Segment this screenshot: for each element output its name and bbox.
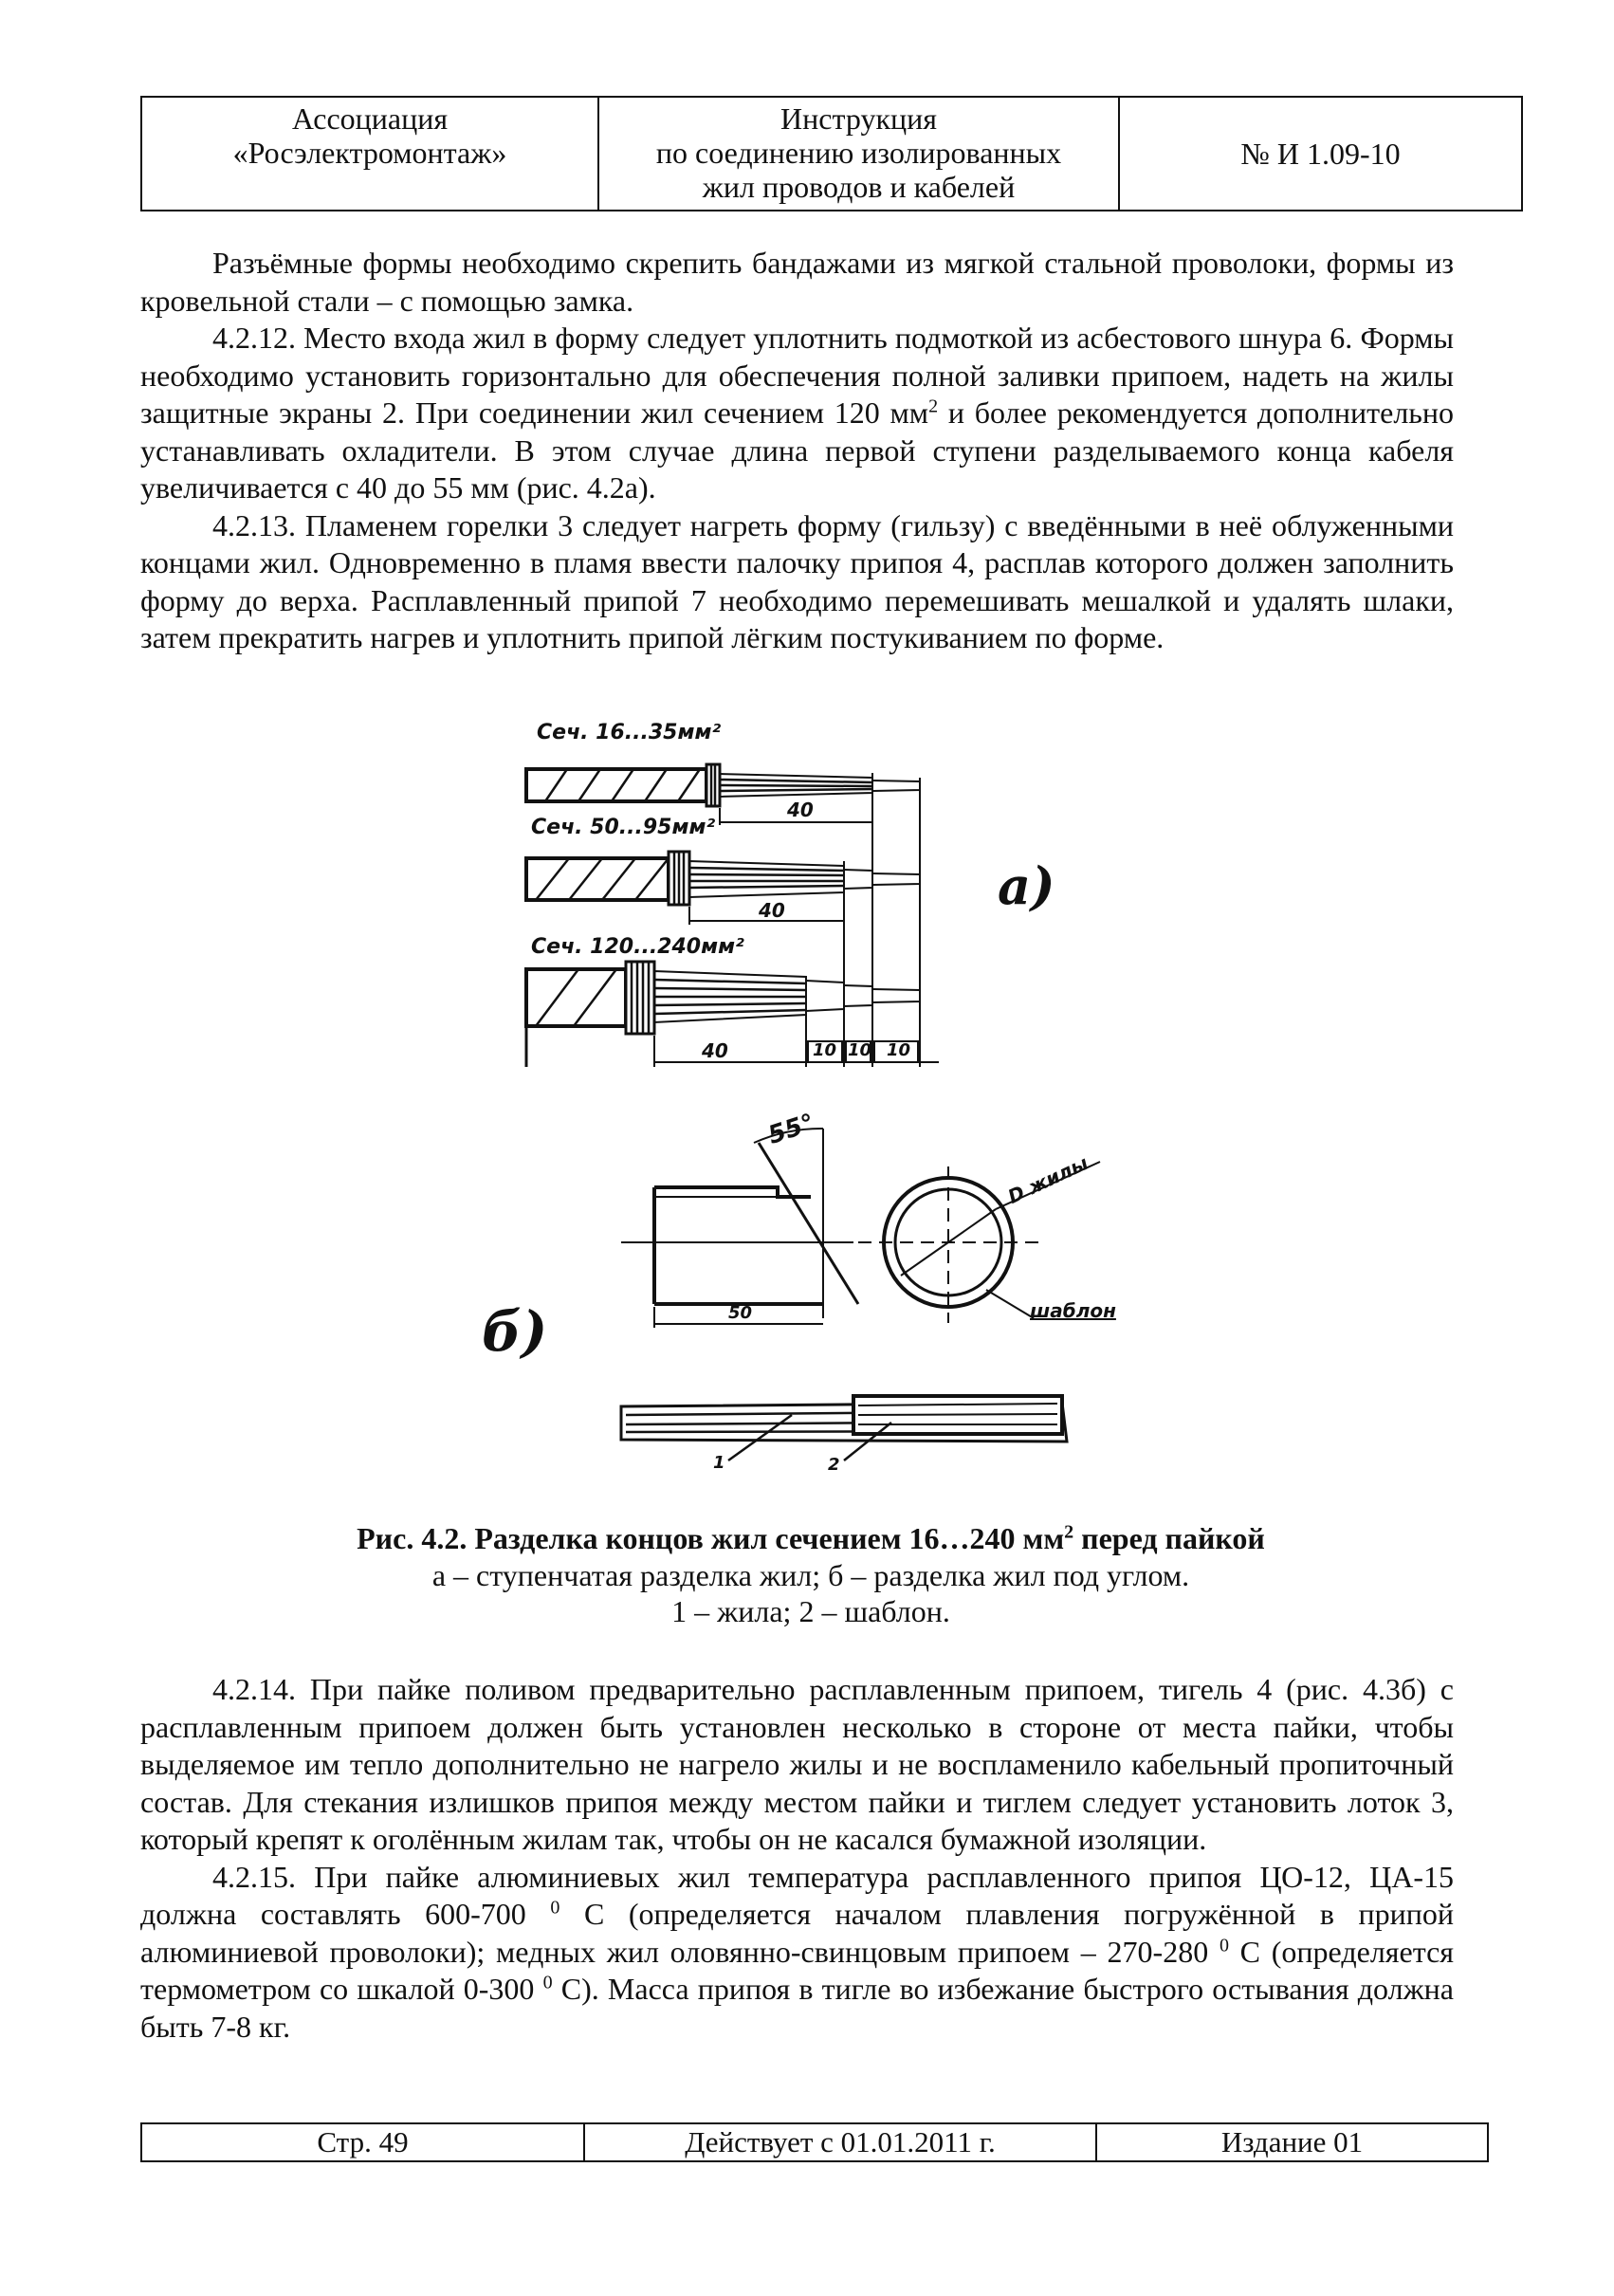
callout-2-template: 2 (828, 1455, 840, 1475)
label-section-120-240: Сеч. 120...240мм² (531, 935, 744, 959)
cable-120-240-drawing (526, 962, 920, 1034)
cable-16-35-drawing (526, 764, 920, 806)
document-footer (140, 2122, 1489, 2162)
label-section-50-95: Сеч. 50...95мм² (531, 816, 716, 839)
diameter-label: D жилы (1004, 1151, 1092, 1208)
conductor-with-template-drawing (621, 1396, 1067, 1460)
template-tube-drawing (621, 1129, 858, 1328)
dimension-40-cable-3: 40 (702, 1039, 728, 1062)
dimension-10-step-3: 10 (887, 1040, 911, 1060)
header-title-line-2: по соединению изолированных (655, 136, 1062, 170)
length-50-label: 50 (728, 1303, 753, 1323)
footer-edition: Издание 01 (1096, 2123, 1488, 2161)
header-document-number: № И 1.09-10 (1119, 97, 1522, 211)
header-title-line-1: Инструкция (780, 101, 937, 136)
paragraph-4-2-13: 4.2.13. Пламенем горелки 3 следует нагреть форму (гильзу) с введёнными в неё облуженными концами жил. Одновременно в пламя ввести палочку припоя 4, расплав которого должен заполнить форму до верха. Расплавленный припой 7 необходимо перемешивать мешалкой и удалять шлаки, затем прекратить нагрев и уплотнить припой лёгким постукиванием по форме. (140, 507, 1454, 654)
template-label: шаблон (1030, 1299, 1116, 1322)
body-text-bottom (140, 1671, 1454, 2046)
angle-55-label: 55° (764, 1109, 818, 1150)
footer-page: Стр. 49 (141, 2123, 584, 2161)
figure-caption-title: Рис. 4.2. Разделка концов жил сечением 16…240 $мм^2$ перед пайкой (357, 1521, 1265, 1555)
header-title-line-3: жил проводов и кабелей (702, 170, 1016, 204)
paragraph-4-2-15: 4.2.15. При пайке алюминиевых жил температура расплавленного припоя ЦО-12, ЦА-15 должна составлять 600-700 $^0$ С (определяется началом плавления погружённой в припой алюминиевой проволоки); медных жил оловянно-свинцовым припоем – 270-280 $^0$ С (определяется термометром со шкалой 0-300 $^0$ С). Масса припоя в тигле во избежание быстрого остывания должна быть 7-8 кг. (140, 1859, 1455, 2044)
header-organization: Ассоциация «Росэлектромонтаж» (141, 97, 598, 211)
callout-1-conductor: 1 (713, 1453, 725, 1473)
dimension-10-step-1: 10 (813, 1040, 837, 1060)
footer-valid-from: Действует с 01.01.2011 г. (584, 2123, 1096, 2161)
dimension-40-cable-2: 40 (759, 899, 785, 922)
paragraph-forms: Разъёмные формы необходимо скрепить бандажами из мягкой стальной проволоки, формы из кровельной стали – с помощью замка. (140, 246, 1454, 318)
dimension-10-step-2: 10 (848, 1040, 872, 1060)
figure-caption-line-2: 1 – жила; 2 – шаблон. (671, 1594, 950, 1628)
cable-50-95-drawing (526, 852, 920, 905)
paragraph-4-2-12: 4.2.12. Место входа жил в форму следует уплотнить подмоткой из асбестового шнура 6. Формы необходимо установить горизонтально для обеспечения полной заливки припоем, надеть на жилы защитные экраны 2. При соединении жил сечением 120 $мм^2$ и более рекомендуется дополнительно устанавливать охладители. В этом случае длина первой ступени разделываемого конца кабеля увеличивается с 40 до 55 мм (рис. 4.2а). (140, 321, 1455, 505)
figure-label-a: а) (998, 855, 1055, 916)
dimension-40-cable-1: 40 (787, 799, 814, 821)
figure-caption-line-1: а – ступенчатая разделка жил; б – разделка жил под углом. (431, 1558, 1190, 1592)
figure-label-b: б) (482, 1299, 548, 1364)
paragraph-4-2-14: 4.2.14. При пайке поливом предварительно расплавленным припоем, тигель 4 (рис. 4.3б) с расплавленным припоем должен быть установлен несколько в стороне от места пайки, чтобы выделяемое им тепло дополнительно не нагрело жилы и не воспламенило кабельный пропиточный состав. Для стекания излишков припоя между местом пайки и тиглем следует установить лоток 3, который крепят к оголённым жилам так, чтобы он не касался бумажной изоляции. (140, 1672, 1454, 1856)
label-section-16-35: Сеч. 16...35мм² (537, 721, 722, 744)
